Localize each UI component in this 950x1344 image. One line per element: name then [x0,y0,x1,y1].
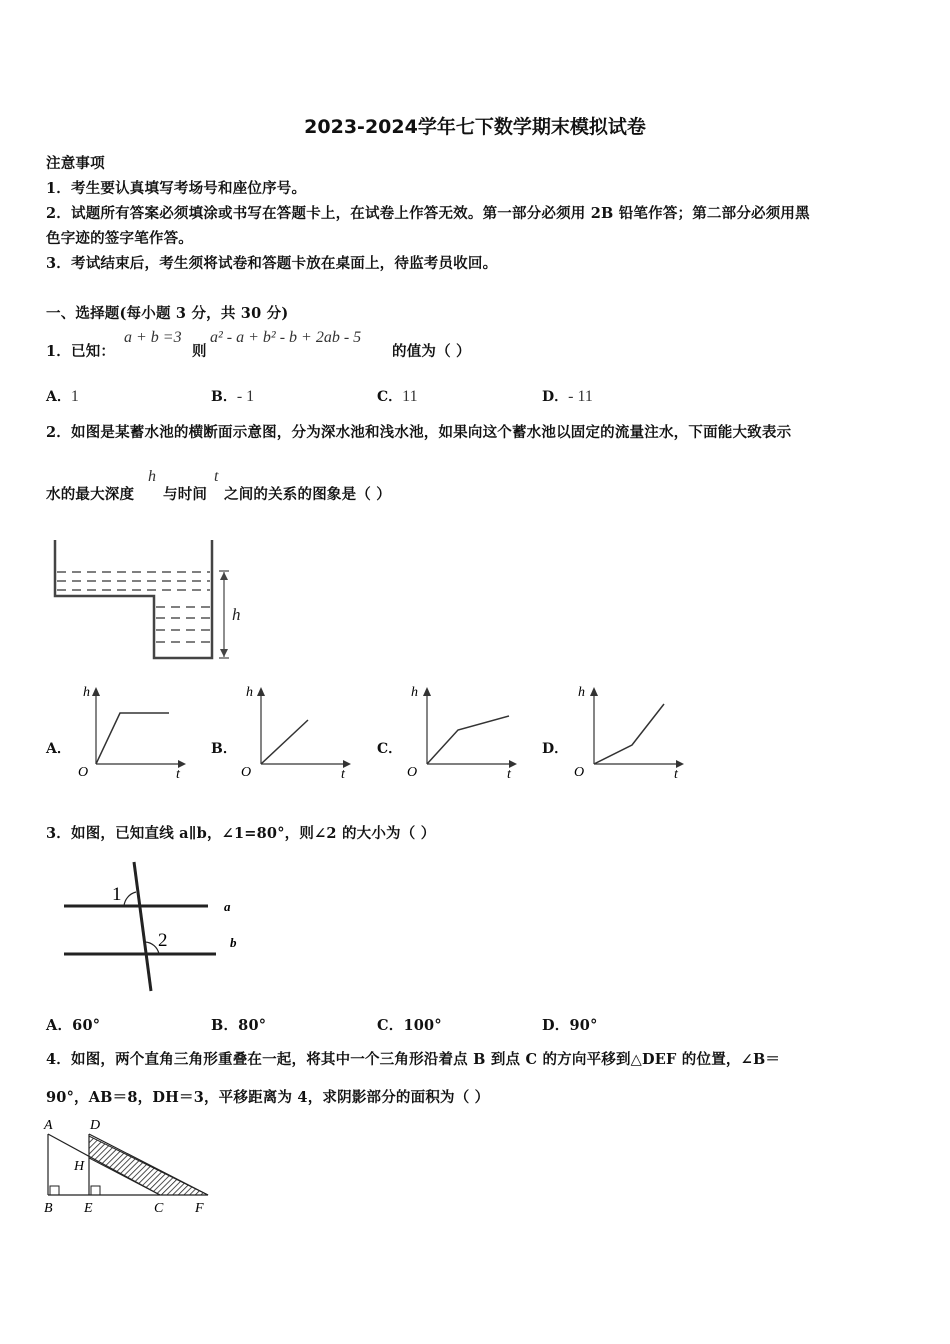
reservoir-figure [44,532,254,667]
point-a: A [44,1118,53,1133]
point-h: H [74,1159,85,1174]
notice-item: 2．试题所有答案必须填涂或书写在答题卡上，在试卷上作答无效。第一部分必须用 2B 铅笔作答；第二部分必须用黑 [46,205,810,222]
q2-var-t: t [214,468,219,485]
q1-expression: a² - a + b² - b + 2ab - 5 [210,329,362,346]
axis-t: t [341,767,345,780]
q3-text: 3．如图，已知直线 a∥b，∠1=80°，则∠2 的大小为（ ） [46,825,436,842]
q1-option-d: D．- 11 [542,388,593,405]
graph-c [403,680,523,780]
origin: O [574,765,585,780]
page-title: 2023-2024学年七下数学期末模拟试卷 [304,116,646,138]
origin: O [407,765,418,780]
q3-option-c: C．100° [377,1017,442,1034]
line-b-label: b [230,935,237,950]
q2-text-line2b: 与时间 [163,486,208,503]
q2-text-line1: 2．如图是某蓄水池的横断面示意图，分为深水池和浅水池，如果向这个蓄水池以固定的流量注水，下面能大致表示 [46,424,792,441]
q4-text-line1: 4．如图，两个直角三角形重叠在一起，将其中一个三角形沿着点 B 到点 C 的方向平移到△DEF 的位置，∠B＝ [46,1051,781,1068]
q1-option-a: A．1 [46,388,79,405]
angle-1-label: 1 [112,884,122,905]
q2-text-line2c: 之间的关系的图象是（ ） [224,486,391,503]
axis-t: t [674,767,678,780]
q3-option-b: B．80° [211,1017,267,1034]
q1-prefix: 1．已知： [46,343,116,360]
q1-mid: 则 [192,343,207,360]
q2-var-h: h [148,468,156,485]
depth-label: h [232,605,241,624]
q1-suffix: 的值为（ ） [392,343,471,360]
axis-h: h [83,685,90,700]
origin: O [78,765,89,780]
triangles-figure [40,1112,220,1218]
q2-option-d: D． [542,741,569,757]
axis-h: h [578,685,585,700]
q2-text-line2a: 水的最大深度 [46,486,135,503]
graph-b [237,680,357,780]
origin: O [241,765,252,780]
notice-item: 1．考生要认真填写考场号和座位序号。 [46,180,307,197]
q1-option-c: C．11 [377,388,418,405]
q4-text-line2: 90°，AB＝8，DH＝3，平移距离为 4，求阴影部分的面积为（ ） [46,1089,490,1106]
q2-option-a: A． [46,741,71,757]
notice-item: 3．考试结束后，考生须将试卷和答题卡放在桌面上，待监考员收回。 [46,255,498,272]
graph-a [72,680,192,780]
line-a-label: a [224,899,231,914]
q2-option-c: C． [377,741,403,757]
angle-2-label: 2 [158,930,168,951]
notice-item: 色字迹的签字笔作答。 [46,230,193,247]
axis-t: t [176,767,180,780]
point-b: B [44,1201,53,1216]
q1-condition: a + b =3 [124,329,182,346]
point-d: D [90,1118,101,1133]
q2-option-b: B． [211,741,237,757]
q3-option-d: D．90° [542,1017,598,1034]
section-heading: 一、选择题(每小题 3 分，共 30 分) [46,305,289,322]
point-f: F [195,1201,204,1216]
graph-d [570,680,690,780]
q3-option-a: A．60° [46,1017,101,1034]
point-c: C [154,1201,164,1216]
axis-h: h [246,685,253,700]
notice-heading: 注意事项 [46,155,105,172]
parallel-lines-figure [56,858,256,998]
q1-option-b: B．- 1 [211,388,255,405]
axis-h: h [411,685,418,700]
point-e: E [84,1201,93,1216]
axis-t: t [507,767,511,780]
